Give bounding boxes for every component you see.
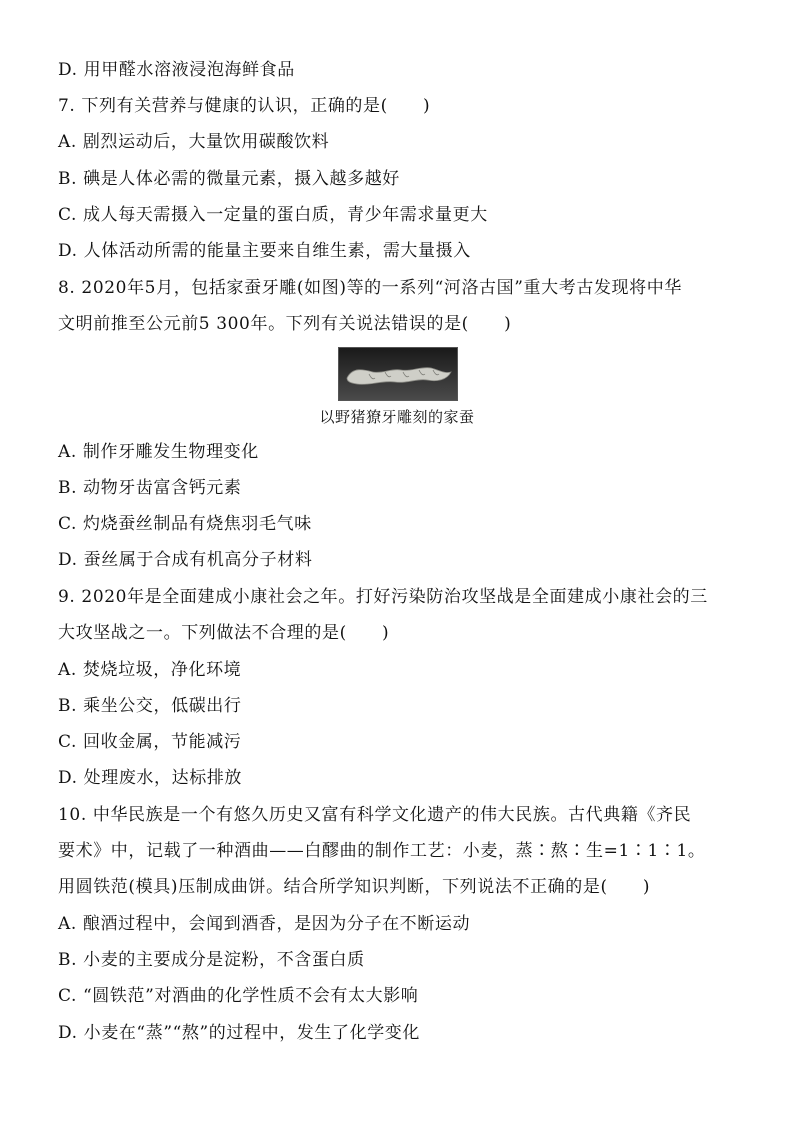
- question-9-line-2: 大攻坚战之一。下列做法不合理的是( ): [58, 623, 390, 643]
- option-b-q7: B. 碘是人体必需的微量元素，摄入越多越好: [58, 169, 400, 189]
- question-10-line-3: 用圆铁范(模具)压制成曲饼。结合所学知识判断，下列说法不正确的是( ): [58, 877, 651, 897]
- option-d-q10: D. 小麦在“蒸”“熬”的过程中，发生了化学变化: [58, 1023, 420, 1043]
- option-a-q8: A. 制作牙雕发生物理变化: [58, 442, 259, 462]
- option-d-q6: D. 用甲醛水溶液浸泡海鲜食品: [58, 60, 295, 80]
- question-8-line-2: 文明前推至公元前5 300年。下列有关说法错误的是( ): [58, 314, 512, 334]
- option-d-q7: D. 人体活动所需的能量主要来自维生素，需大量摄入: [58, 241, 471, 261]
- question-7: 7. 下列有关营养与健康的认识，正确的是( ): [58, 96, 431, 116]
- option-a-q9: A. 焚烧垃圾，净化环境: [58, 660, 242, 680]
- option-b-q9: B. 乘坐公交，低碳出行: [58, 696, 242, 716]
- question-10-line-2: 要术》中，记载了一种酒曲——白醪曲的制作工艺：小麦，蒸∶熬∶生=1∶1∶1。: [58, 841, 706, 861]
- option-d-q9: D. 处理废水，达标排放: [58, 768, 243, 788]
- question-10-line-1: 10. 中华民族是一个有悠久历史又富有科学文化遗产的伟大民族。古代典籍《齐民: [58, 805, 692, 825]
- silkworm-carving-image: [338, 347, 458, 401]
- option-c-q8: C. 灼烧蚕丝制品有烧焦羽毛气味: [58, 514, 312, 534]
- option-c-q9: C. 回收金属，节能减污: [58, 732, 242, 752]
- option-b-q10: B. 小麦的主要成分是淀粉，不含蛋白质: [58, 950, 365, 970]
- question-9-line-1: 9. 2020年是全面建成小康社会之年。打好污染防治攻坚战是全面建成小康社会的三: [58, 587, 708, 607]
- option-a-q7: A. 剧烈运动后，大量饮用碳酸饮料: [58, 132, 330, 152]
- option-c-q10: C. “圆铁范”对酒曲的化学性质不会有太大影响: [58, 986, 419, 1006]
- figure-caption: 以野猪獠牙雕刻的家蚕: [319, 408, 475, 426]
- option-b-q8: B. 动物牙齿富含钙元素: [58, 478, 242, 498]
- question-8-line-1: 8. 2020年5月，包括家蚕牙雕(如图)等的一系列“河洛古国”重大考古发现将中华: [58, 278, 682, 298]
- option-c-q7: C. 成人每天需摄入一定量的蛋白质，青少年需求量更大: [58, 205, 488, 225]
- option-d-q8: D. 蚕丝属于合成有机高分子材料: [58, 550, 313, 570]
- option-a-q10: A. 酿酒过程中，会闻到酒香，是因为分子在不断运动: [58, 914, 471, 934]
